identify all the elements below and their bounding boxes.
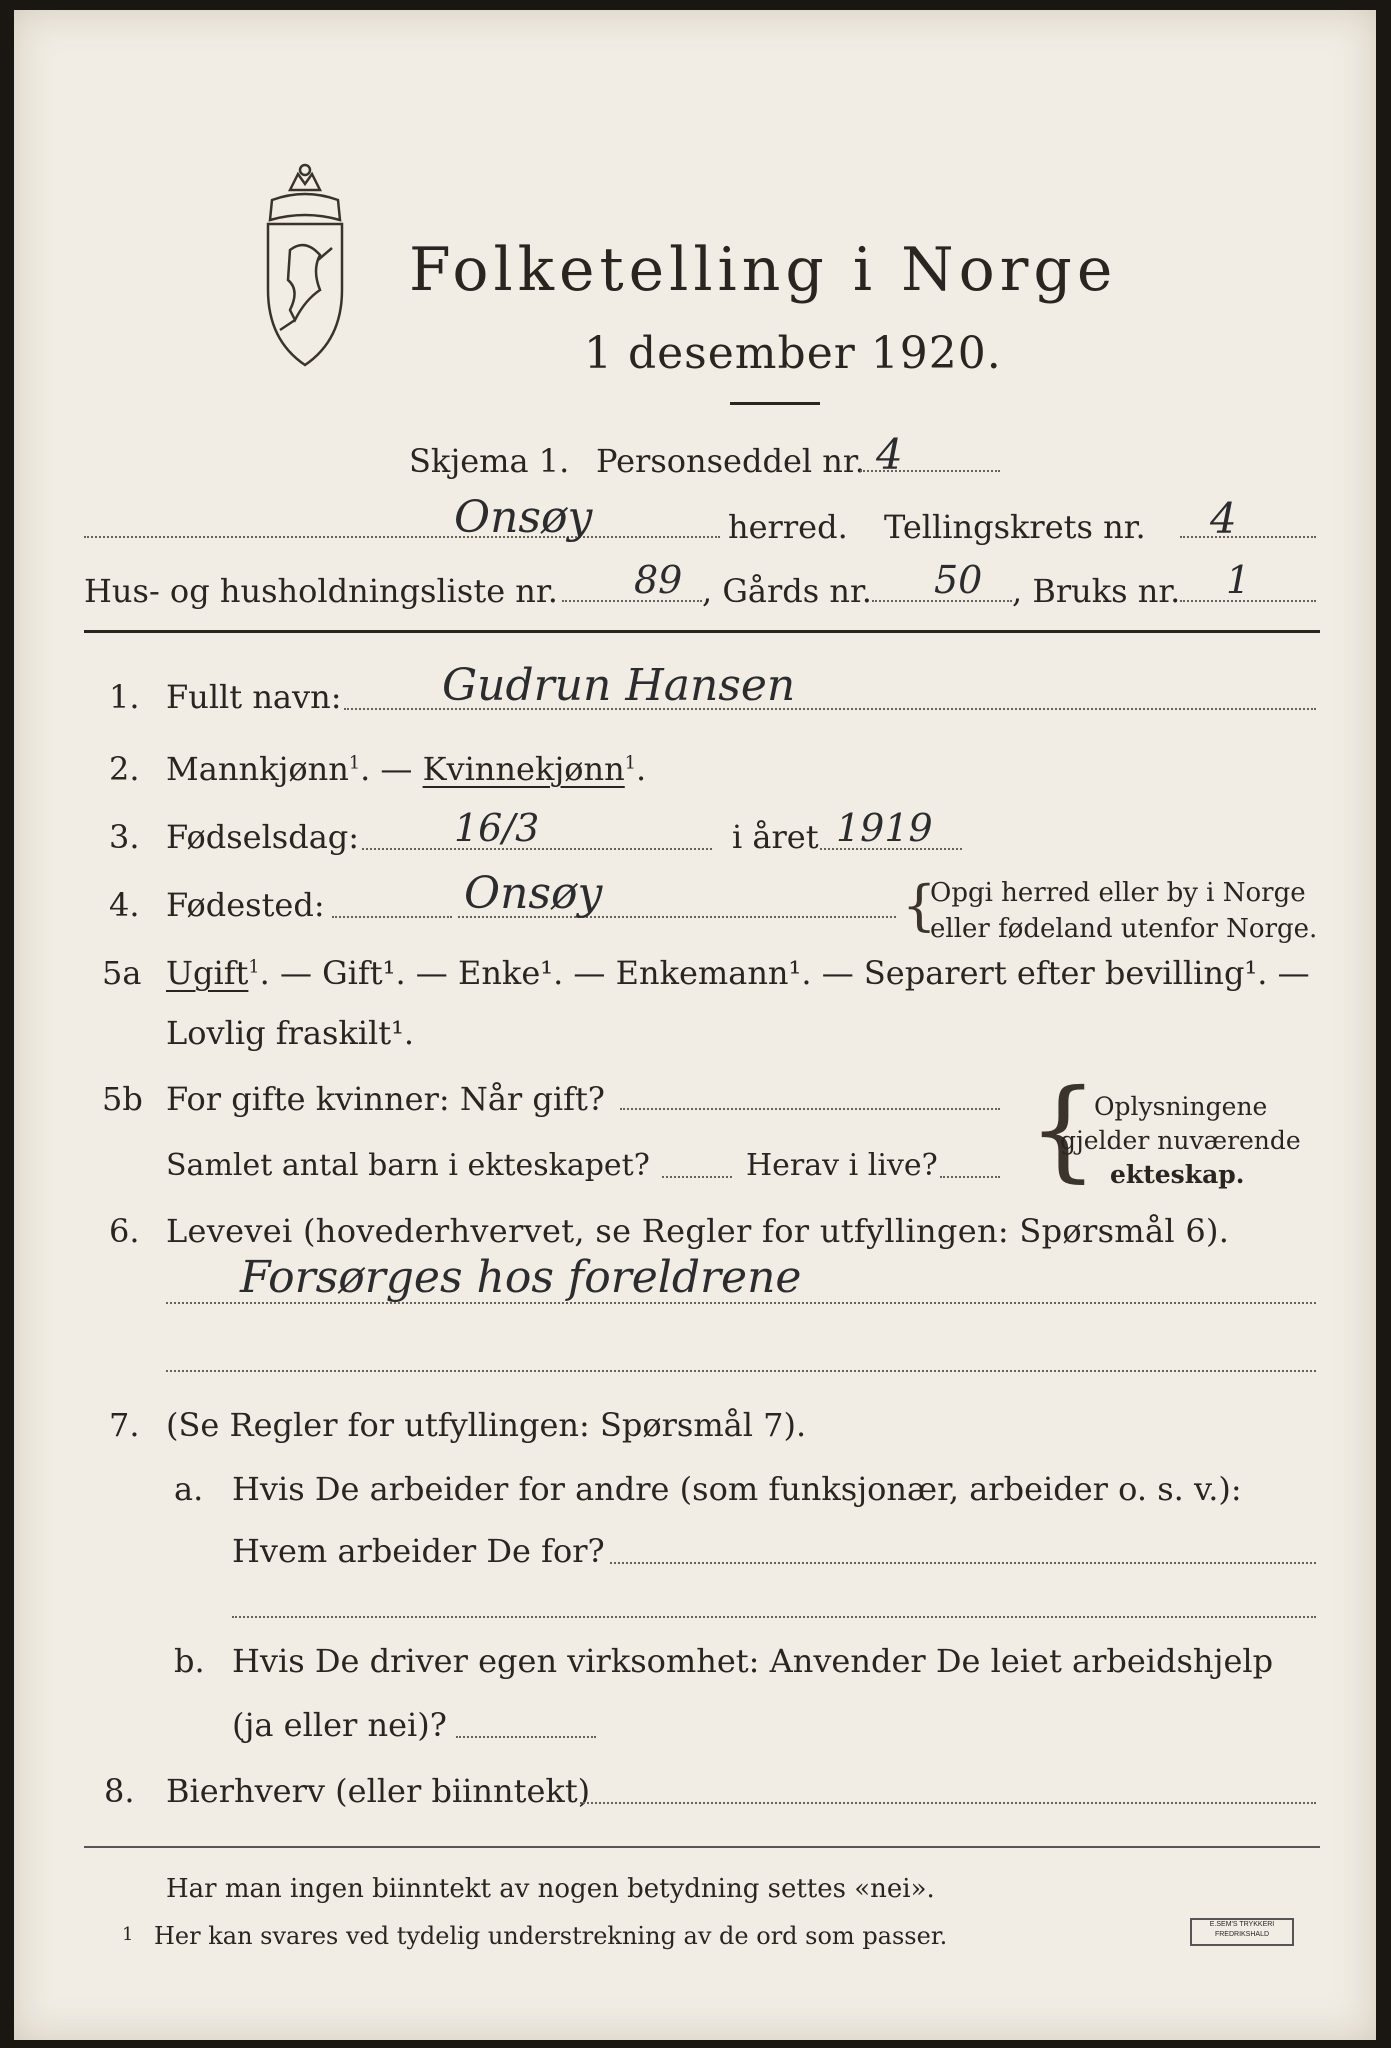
form-title: Folketelling i Norge bbox=[409, 235, 1118, 305]
census-form-page bbox=[14, 10, 1376, 2040]
hus-value: 89 bbox=[634, 558, 683, 602]
q5b-herav-i-live-field-line[interactable] bbox=[940, 1176, 1000, 1178]
q3-label: Fødselsdag: bbox=[166, 818, 360, 856]
q5a-number: 5a bbox=[102, 954, 142, 992]
q5b-note-line3: ekteskap. bbox=[1110, 1160, 1245, 1189]
q3-year-label: i året bbox=[732, 818, 819, 856]
q4-label: Fødested: bbox=[166, 886, 325, 924]
personseddel-label: Personseddel nr. bbox=[596, 442, 865, 480]
q7a-letter: a. bbox=[174, 1470, 204, 1508]
q3-value-birthday: 16/3 bbox=[454, 806, 540, 850]
printer-stamp bbox=[1190, 1918, 1294, 1946]
q3-year-value: 1919 bbox=[836, 806, 933, 850]
q8-field-line[interactable] bbox=[580, 1802, 1316, 1804]
q5b-number: 5b bbox=[102, 1080, 143, 1118]
q7a-employer-field-line[interactable] bbox=[610, 1562, 1316, 1564]
q6-label: Levevei (hovederhvervet, se Regler for utfyllingen: Spørsmål 6). bbox=[166, 1212, 1230, 1250]
q5b-label-naar-gift: For gifte kvinner: Når gift? bbox=[166, 1080, 605, 1118]
footnote-text: Her kan svares ved tydelig understrekning av de ord som passer. bbox=[154, 1922, 948, 1950]
q4-field-line[interactable] bbox=[332, 916, 452, 918]
q4-number: 4. bbox=[109, 886, 140, 924]
header-separator bbox=[84, 630, 1320, 633]
q4-brace: { bbox=[902, 874, 937, 937]
q7a-employer-label: Hvem arbeider De for? bbox=[232, 1532, 605, 1570]
q2-options: Mannkjønn$^1$. — Kvinnekjønn$^1$. bbox=[166, 750, 647, 788]
q5b-label-antal-barn: Samlet antal barn i ekteskapet? bbox=[166, 1148, 650, 1183]
q5b-note-line1: Oplysningene bbox=[1094, 1092, 1268, 1121]
q7b-label: Hvis De driver egen virksomhet: Anvender De leiet arbeidshjelp bbox=[232, 1642, 1274, 1680]
q4-note-line2: eller fødeland utenfor Norge. bbox=[930, 914, 1318, 944]
q2-end: . bbox=[635, 750, 647, 788]
bruks-value: 1 bbox=[1226, 558, 1251, 602]
q7b-letter: b. bbox=[174, 1642, 205, 1680]
herred-label: herred. bbox=[728, 508, 848, 546]
q2-number: 2. bbox=[109, 750, 140, 788]
q8-label: Bierhverv (eller biinntekt) bbox=[166, 1772, 591, 1810]
herred-field-line[interactable] bbox=[84, 536, 720, 538]
q7b-ja-nei-label: (ja eller nei)? bbox=[232, 1706, 447, 1744]
title-divider bbox=[730, 402, 820, 405]
q5a-other-options[interactable]: . — Gift¹. — Enke¹. — Enkemann¹. — Separert efter bevilling¹. — bbox=[259, 954, 1310, 992]
q6-value-livelihood: Forsørges hos foreldrene bbox=[240, 1252, 802, 1303]
q5b-naar-gift-field-line[interactable] bbox=[620, 1108, 1000, 1110]
skjema-label: Skjema 1. bbox=[409, 442, 570, 480]
tellingskrets-value: 4 bbox=[1210, 494, 1237, 543]
q2-option-mannkjonn[interactable]: Mannkjønn bbox=[166, 750, 349, 788]
census-date: 1 desember 1920. bbox=[584, 328, 1002, 379]
q7b-ja-nei-field-line[interactable] bbox=[456, 1736, 596, 1738]
q3-number: 3. bbox=[109, 818, 140, 856]
q1-label: Fullt navn: bbox=[166, 678, 342, 716]
norwegian-coat-of-arms-icon bbox=[250, 160, 360, 370]
herred-value: Onsøy bbox=[454, 492, 593, 543]
q5b-label-herav-i-live: Herav i live? bbox=[746, 1148, 938, 1183]
q2-separator: . — bbox=[360, 750, 413, 788]
bruks-label: , Bruks nr. bbox=[1012, 572, 1181, 610]
q5a-option-ugift-selected[interactable]: Ugift bbox=[166, 954, 249, 992]
q5b-note-line2: gjelder nuværende bbox=[1060, 1126, 1301, 1155]
q6-number: 6. bbox=[109, 1212, 140, 1250]
hus-label: Hus- og husholdningsliste nr. bbox=[84, 572, 558, 610]
q5b-antal-barn-field-line[interactable] bbox=[662, 1176, 732, 1178]
footnote-mark: 1 bbox=[122, 1924, 134, 1945]
q2-option-kvinnekjonn-selected[interactable]: Kvinnekjønn bbox=[422, 750, 625, 788]
q6-field-line-2[interactable] bbox=[166, 1370, 1316, 1372]
q7-label: (Se Regler for utfyllingen: Spørsmål 7). bbox=[166, 1406, 807, 1444]
q5a-options: Ugift$^1$. — Gift¹. — Enke¹. — Enkemann¹. — Separert efter bevilling¹. — bbox=[166, 954, 1310, 992]
q8-number: 8. bbox=[104, 1772, 135, 1810]
q7a-label: Hvis De arbeider for andre (som funksjonær, arbeider o. s. v.): bbox=[232, 1470, 1242, 1508]
q4-value-birthplace: Onsøy bbox=[464, 868, 603, 919]
q7a-employer-field-line-2[interactable] bbox=[232, 1616, 1316, 1618]
footer-note: Har man ingen biinntekt av nogen betydning settes «nei». bbox=[166, 1874, 935, 1904]
personseddel-value: 4 bbox=[876, 430, 903, 479]
q7-number: 7. bbox=[109, 1406, 140, 1444]
gards-value: 50 bbox=[934, 558, 983, 602]
tellingskrets-field-line[interactable] bbox=[1180, 536, 1316, 538]
q1-value-full-name: Gudrun Hansen bbox=[442, 660, 796, 711]
q1-number: 1. bbox=[109, 678, 140, 716]
tellingskrets-label: Tellingskrets nr. bbox=[884, 508, 1146, 546]
gards-label: , Gårds nr. bbox=[702, 572, 872, 610]
q4-note-line1: Opgi herred eller by i Norge bbox=[930, 878, 1306, 908]
q5b-brace: { bbox=[1028, 1065, 1098, 1193]
printer-stamp-text: E.SEM'S TRYKKERI FREDRIKSHALD bbox=[1209, 1921, 1275, 1938]
q5a-option-lovlig-fraskilt[interactable]: Lovlig fraskilt¹. bbox=[166, 1014, 415, 1052]
footer-separator bbox=[84, 1846, 1320, 1848]
